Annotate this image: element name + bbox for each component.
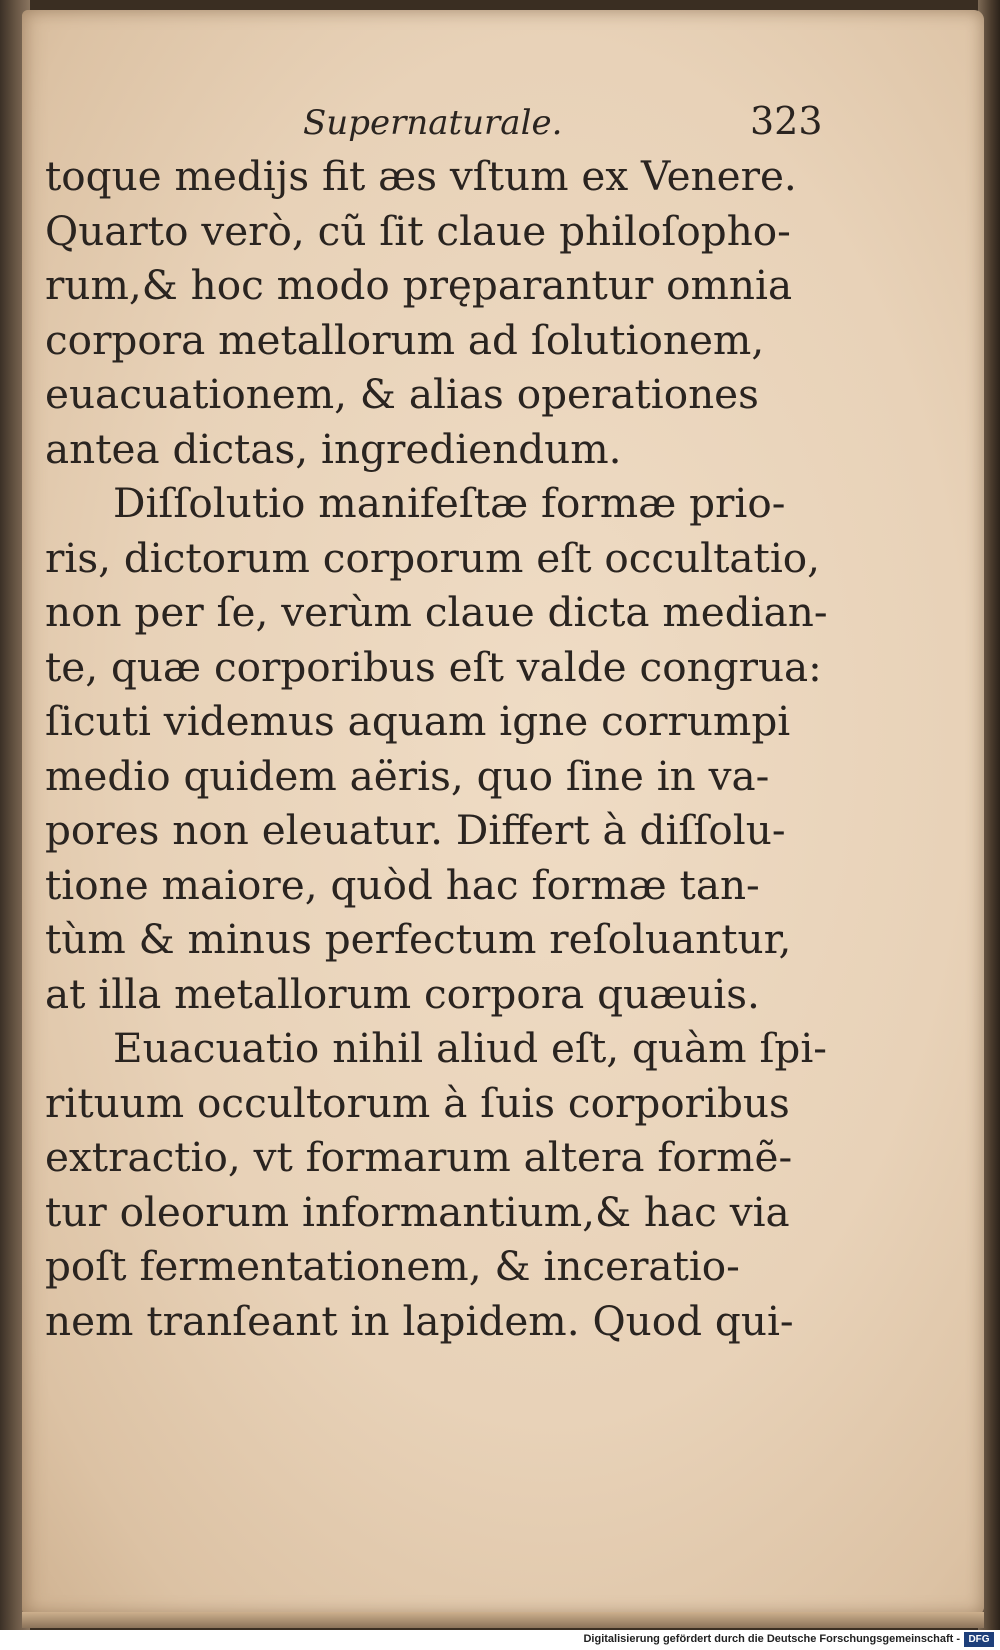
text-line: extractio, vt formarum altera formẽ- <box>45 1133 793 1181</box>
text-line: rum,& hoc modo pręparantur omnia <box>45 261 793 309</box>
text-line: pores non eleuatur. Differt à diſſolu- <box>45 806 786 854</box>
text-line: tione maiore, quòd hac formæ tan- <box>45 860 760 909</box>
page-number: 323 <box>750 99 823 143</box>
page-bottom-edge <box>22 1612 984 1628</box>
text-line: antea dictas, ingrediendum. <box>45 424 622 473</box>
page-text-block <box>45 95 855 1348</box>
running-title: Supernaturale. <box>303 103 563 143</box>
text-line: tùm & minus perfectum reſoluantur, <box>45 915 792 963</box>
text-line: corpora metallorum ad ſolutionem, <box>45 315 765 364</box>
text-line: euacuationem, & alias operationes <box>45 370 759 418</box>
paragraph-start-line: Diſſolutio manifeſtæ formæ prio- <box>113 479 786 527</box>
funding-credit: Digitalisierung gefördert durch die Deutsche Forschungsgemeinschaft - <box>583 1633 960 1645</box>
paragraph-start-line: Euacuatio nihil aliud eſt, quàm ſpi- <box>113 1024 827 1072</box>
text-line: toque medijs fit æs vſtum ex Venere. <box>45 152 797 200</box>
dfg-logo: DFG <box>964 1632 994 1647</box>
text-line: te, quæ corporibus eſt valde congrua: <box>45 642 822 691</box>
text-line: medio quidem aëris, quo ſine in va- <box>45 751 770 800</box>
text-line: at illa metallorum corpora quæuis. <box>45 969 760 1018</box>
text-line: rituum occultorum à ſuis corporibus <box>45 1078 790 1127</box>
text-line: ſicuti videmus aquam igne corrumpi <box>45 697 791 745</box>
text-line: nem tranſeant in lapidem. Quod qui- <box>45 1296 794 1345</box>
text-line: non per ſe, verùm claue dicta median- <box>45 588 828 636</box>
text-line: Quarto verò, cũ ſit claue philoſopho- <box>45 206 791 255</box>
text-line: tur oleorum informantium,& hac via <box>45 1187 790 1236</box>
text-line: ris, dictorum corporum eſt occultatio, <box>45 533 821 582</box>
page-header <box>45 95 855 149</box>
text-line: poſt fermentationem, & inceratio- <box>45 1242 740 1290</box>
